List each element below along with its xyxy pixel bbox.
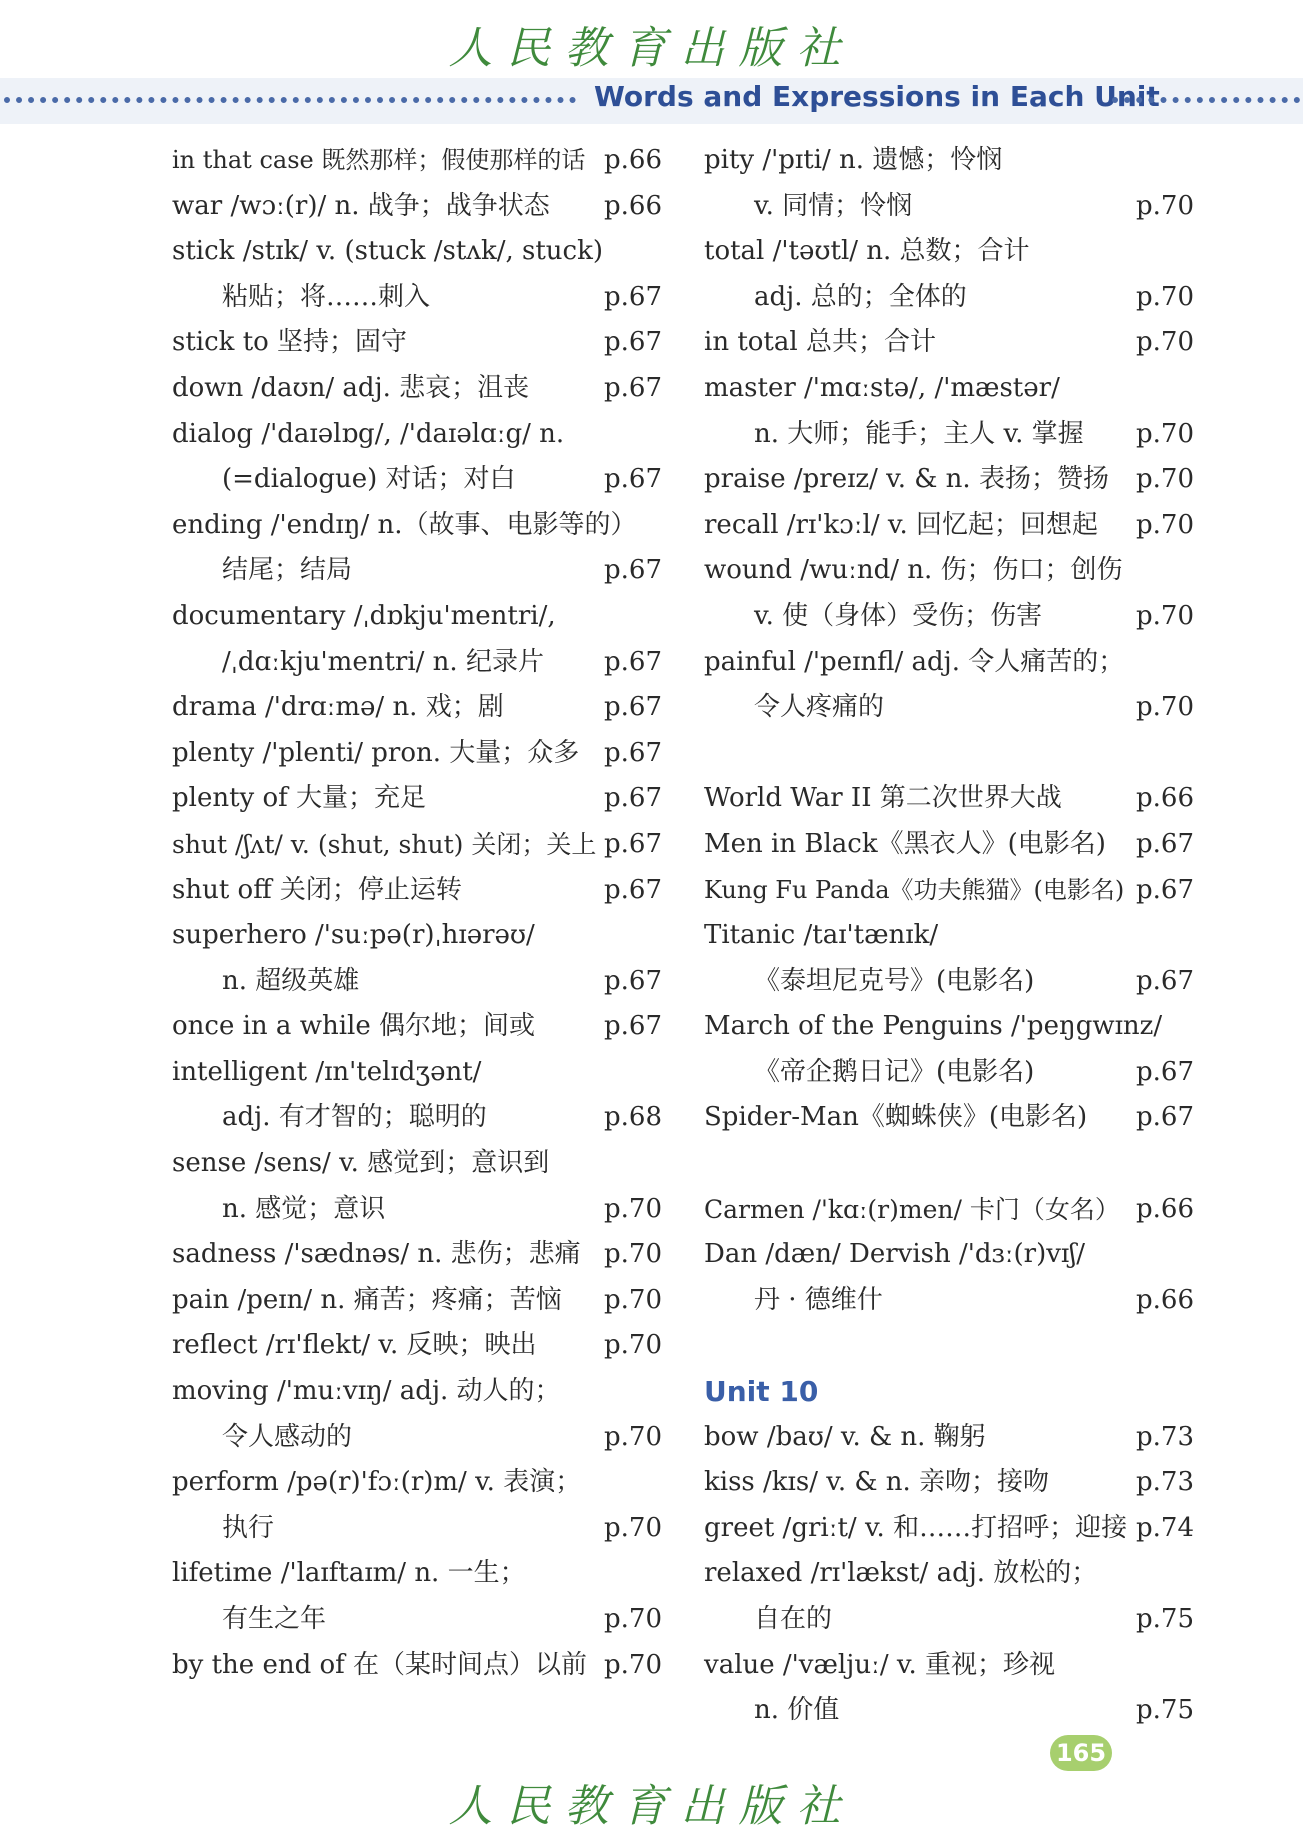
entry-text: Dan /dæn/ Dervish /'dɜː(r)vɪʃ/ bbox=[704, 1239, 1086, 1270]
vocab-entry-continuation bbox=[704, 184, 1194, 230]
entry-page-ref: p.75 bbox=[1136, 1695, 1194, 1726]
left-column bbox=[172, 138, 662, 1688]
entry-page-ref: p.73 bbox=[1136, 1421, 1194, 1452]
entry-page-ref: p.67 bbox=[604, 737, 662, 768]
vocab-entry bbox=[704, 868, 1194, 914]
page-number: 165 bbox=[1050, 1735, 1112, 1771]
entry-page-ref: p.70 bbox=[1136, 281, 1194, 312]
vocab-entry-continuation bbox=[172, 1095, 662, 1141]
entry-text: 执行 bbox=[222, 1512, 275, 1543]
vocab-entry-continuation bbox=[704, 412, 1194, 458]
entry-text: superhero /'suːpə(r)ˌhɪərəʊ/ bbox=[172, 920, 535, 951]
entry-page-ref: p.66 bbox=[1136, 783, 1194, 814]
vocab-entry bbox=[704, 1506, 1194, 1552]
header-dots-right bbox=[1112, 97, 1300, 103]
entry-text: documentary /ˌdɒkju'mentri/, bbox=[172, 600, 556, 631]
entry-text: value /'væljuː/ v. 重视；珍视 bbox=[704, 1649, 1055, 1680]
vocab-entry-continuation bbox=[172, 1187, 662, 1233]
vocab-entry bbox=[704, 1460, 1194, 1506]
vocab-entry-continuation bbox=[704, 685, 1194, 731]
vocab-entry bbox=[172, 1004, 662, 1050]
vocab-entry bbox=[704, 640, 1194, 686]
vocab-entry bbox=[172, 1141, 662, 1187]
entry-page-ref: p.67 bbox=[604, 327, 662, 358]
entry-text: master /'mɑːstə/, /'mæstər/ bbox=[704, 372, 1060, 403]
entry-page-ref: p.67 bbox=[1136, 1056, 1194, 1087]
vocab-entry bbox=[704, 366, 1194, 412]
entry-text: in total 总共；合计 bbox=[704, 327, 936, 358]
vocab-entry bbox=[704, 548, 1194, 594]
vocab-entry bbox=[704, 503, 1194, 549]
vocab-entry bbox=[172, 822, 662, 868]
vocab-entry bbox=[704, 457, 1194, 503]
entry-page-ref: p.70 bbox=[1136, 190, 1194, 221]
vocab-entry bbox=[172, 1232, 662, 1278]
entry-text: reflect /rɪ'flekt/ v. 反映；映出 bbox=[172, 1330, 537, 1361]
entry-text: greet /griːt/ v. 和……打招呼；迎接 bbox=[704, 1512, 1128, 1543]
entry-text: perform /pə(r)'fɔː(r)m/ v. 表演； bbox=[172, 1467, 582, 1498]
entry-text: 令人感动的 bbox=[222, 1421, 353, 1452]
entry-text: lifetime /'laɪftaɪm/ n. 一生； bbox=[172, 1558, 526, 1589]
entry-page-ref: p.66 bbox=[1136, 1284, 1194, 1315]
entry-page-ref: p.70 bbox=[1136, 600, 1194, 631]
vocab-entry bbox=[704, 1004, 1194, 1050]
entry-page-ref: p.67 bbox=[604, 464, 662, 495]
vocab-entry bbox=[704, 229, 1194, 275]
spacer bbox=[704, 1323, 1194, 1369]
entry-text: sadness /'sædnəs/ n. 悲伤；悲痛 bbox=[172, 1239, 581, 1270]
vocab-entry bbox=[172, 594, 662, 640]
vocab-entry-continuation bbox=[704, 1050, 1194, 1096]
vocab-entry-continuation bbox=[172, 1597, 662, 1643]
vocab-entry bbox=[172, 1278, 662, 1324]
entry-text: stick to 坚持；固守 bbox=[172, 327, 408, 358]
entry-page-ref: p.67 bbox=[604, 692, 662, 723]
section-title: Words and Expressions in Each Unit bbox=[594, 80, 1160, 113]
entry-text: 《泰坦尼克号》(电影名) bbox=[754, 965, 1035, 996]
vocab-entry bbox=[704, 1095, 1194, 1141]
entry-text: stick /stɪk/ v. (stuck /stʌk/, stuck) bbox=[172, 236, 604, 267]
entry-text: moving /'muːvɪŋ/ adj. 动人的； bbox=[172, 1376, 561, 1407]
entry-text: n. 感觉；意识 bbox=[222, 1193, 386, 1224]
entry-text: n. 价值 bbox=[754, 1695, 840, 1726]
entry-text: shut /ʃʌt/ v. (shut, shut) 关闭；关上 bbox=[172, 829, 597, 859]
unit-heading: Unit 10 bbox=[704, 1375, 819, 1409]
vocab-entry bbox=[704, 1187, 1194, 1233]
entry-page-ref: p.67 bbox=[604, 555, 662, 586]
entry-text: relaxed /rɪ'lækst/ adj. 放松的； bbox=[704, 1558, 1098, 1589]
vocab-entry bbox=[172, 776, 662, 822]
entry-text: by the end of 在（某时间点）以前 bbox=[172, 1649, 588, 1680]
entry-page-ref: p.70 bbox=[604, 1512, 662, 1543]
vocab-entry bbox=[172, 1551, 662, 1597]
entry-page-ref: p.73 bbox=[1136, 1467, 1194, 1498]
entry-text: Titanic /taɪ'tænɪk/ bbox=[704, 920, 939, 951]
entry-text: in that case 既然那样；假使那样的话 bbox=[172, 146, 586, 174]
vocab-entry-continuation bbox=[704, 1278, 1194, 1324]
vocab-entry bbox=[172, 503, 662, 549]
publisher-logo-top: 人民教育出版社 bbox=[448, 23, 855, 74]
vocab-entry bbox=[172, 412, 662, 458]
entry-text: dialog /'daɪəlɒg/, /'daɪəlɑːg/ n. bbox=[172, 418, 565, 449]
entry-text: plenty /'plenti/ pron. 大量；众多 bbox=[172, 737, 580, 768]
vocab-entry bbox=[172, 685, 662, 731]
vocab-entry bbox=[172, 913, 662, 959]
vocab-entry bbox=[172, 1369, 662, 1415]
vocab-entry-continuation bbox=[172, 640, 662, 686]
spacer bbox=[704, 731, 1194, 777]
vocab-entry-continuation bbox=[704, 275, 1194, 321]
entry-text: down /daʊn/ adj. 悲哀；沮丧 bbox=[172, 372, 530, 403]
entry-page-ref: p.67 bbox=[604, 965, 662, 996]
entry-text: World War II 第二次世界大战 bbox=[704, 783, 1062, 814]
entry-text: 自在的 bbox=[754, 1604, 833, 1634]
entry-text: 结尾；结局 bbox=[222, 555, 353, 586]
vocab-entry-continuation bbox=[704, 959, 1194, 1005]
entry-page-ref: p.74 bbox=[1136, 1512, 1194, 1543]
entry-text: 粘贴；将……刺入 bbox=[222, 281, 431, 312]
entry-page-ref: p.70 bbox=[604, 1604, 662, 1634]
entry-text: adj. 总的；全体的 bbox=[754, 281, 967, 312]
entry-page-ref: p.70 bbox=[1136, 327, 1194, 358]
vocab-entry bbox=[704, 320, 1194, 366]
vocab-entry bbox=[172, 1643, 662, 1689]
vocab-entry bbox=[704, 1232, 1194, 1278]
entry-text: intelligent /ɪn'telɪdʒənt/ bbox=[172, 1056, 482, 1087]
entry-page-ref: p.70 bbox=[1136, 692, 1194, 723]
entry-text: sense /sens/ v. 感觉到；意识到 bbox=[172, 1148, 550, 1179]
entry-page-ref: p.70 bbox=[1136, 464, 1194, 495]
vocab-entry bbox=[172, 1460, 662, 1506]
entry-text: 丹 · 德维什 bbox=[754, 1284, 883, 1315]
entry-page-ref: p.67 bbox=[1136, 965, 1194, 996]
entry-page-ref: p.67 bbox=[604, 1011, 662, 1042]
entry-text: 令人疼痛的 bbox=[754, 692, 885, 723]
vocab-entry-continuation bbox=[172, 548, 662, 594]
entry-page-ref: p.66 bbox=[604, 190, 662, 221]
vocab-entry bbox=[172, 229, 662, 275]
vocab-entry bbox=[172, 366, 662, 412]
entry-page-ref: p.67 bbox=[604, 828, 662, 859]
entry-text: adj. 有才智的；聪明的 bbox=[222, 1102, 487, 1133]
vocab-entry-continuation bbox=[172, 1506, 662, 1552]
entry-text: Kung Fu Panda《功夫熊猫》(电影名) bbox=[704, 875, 1125, 904]
entry-text: (=dialogue) 对话；对白 bbox=[222, 464, 516, 495]
entry-text: n. 大师；能手；主人 v. 掌握 bbox=[754, 418, 1084, 449]
entry-page-ref: p.66 bbox=[1136, 1193, 1194, 1224]
vocab-entry bbox=[172, 731, 662, 777]
entry-text: war /wɔː(r)/ n. 战争；战争状态 bbox=[172, 190, 550, 221]
vocab-entry bbox=[172, 1050, 662, 1096]
entry-page-ref: p.70 bbox=[604, 1649, 662, 1680]
header-dots-left bbox=[4, 97, 576, 103]
entry-text: kiss /kɪs/ v. & n. 亲吻；接吻 bbox=[704, 1467, 1050, 1498]
entry-text: /ˌdɑːkju'mentri/ n. 纪录片 bbox=[222, 646, 544, 677]
entry-text: Spider-Man《蜘蛛侠》(电影名) bbox=[704, 1102, 1088, 1133]
entry-text: pity /'pɪti/ n. 遗憾；怜悯 bbox=[704, 145, 1003, 175]
vocab-entry bbox=[172, 184, 662, 230]
entry-page-ref: p.70 bbox=[604, 1239, 662, 1270]
entry-page-ref: p.67 bbox=[1136, 874, 1194, 905]
entry-page-ref: p.67 bbox=[604, 281, 662, 312]
right-column bbox=[704, 138, 1194, 1734]
entry-text: plenty of 大量；充足 bbox=[172, 783, 427, 814]
vocab-entry bbox=[704, 1551, 1194, 1597]
publisher-logo-bottom: 人民教育出版社 bbox=[448, 1781, 855, 1832]
vocab-entry bbox=[172, 868, 662, 914]
vocab-entry bbox=[704, 138, 1194, 184]
entry-page-ref: p.68 bbox=[604, 1102, 662, 1133]
vocab-entry-continuation bbox=[172, 1415, 662, 1461]
entry-text: n. 超级英雄 bbox=[222, 965, 360, 996]
entry-text: 《帝企鹅日记》(电影名) bbox=[754, 1056, 1035, 1087]
entry-text: v. 同情；怜悯 bbox=[754, 190, 913, 221]
vocab-entry bbox=[172, 138, 662, 184]
entry-page-ref: p.66 bbox=[604, 145, 662, 175]
vocab-entry bbox=[704, 913, 1194, 959]
vocab-entry bbox=[704, 1415, 1194, 1461]
entry-text: March of the Penguins /'peŋgwɪnz/ bbox=[704, 1011, 1163, 1042]
vocab-entry-continuation bbox=[704, 1597, 1194, 1643]
entry-text: painful /'peɪnfl/ adj. 令人痛苦的； bbox=[704, 646, 1125, 677]
entry-page-ref: p.70 bbox=[1136, 509, 1194, 540]
entry-page-ref: p.67 bbox=[604, 874, 662, 905]
entry-page-ref: p.70 bbox=[1136, 418, 1194, 449]
entry-text: bow /baʊ/ v. & n. 鞠躬 bbox=[704, 1421, 986, 1452]
entry-text: shut off 关闭；停止运转 bbox=[172, 874, 462, 905]
entry-text: ending /'endɪŋ/ n.（故事、电影等的） bbox=[172, 509, 637, 540]
entry-text: recall /rɪ'kɔːl/ v. 回忆起；回想起 bbox=[704, 509, 1098, 540]
entry-text: Men in Black《黑衣人》(电影名) bbox=[704, 828, 1106, 859]
entry-page-ref: p.70 bbox=[604, 1193, 662, 1224]
entry-text: v. 使（身体）受伤；伤害 bbox=[754, 600, 1043, 631]
entry-page-ref: p.67 bbox=[604, 646, 662, 677]
vocab-entry bbox=[704, 822, 1194, 868]
vocab-entry-continuation bbox=[704, 594, 1194, 640]
entry-page-ref: p.67 bbox=[1136, 828, 1194, 859]
entry-text: pain /peɪn/ n. 痛苦；疼痛；苦恼 bbox=[172, 1284, 562, 1315]
entry-text: once in a while 偶尔地；间或 bbox=[172, 1011, 535, 1042]
vocab-entry-continuation bbox=[704, 1688, 1194, 1734]
entry-text: total /'təʊtl/ n. 总数；合计 bbox=[704, 236, 1030, 267]
entry-page-ref: p.67 bbox=[604, 783, 662, 814]
entry-page-ref: p.70 bbox=[604, 1330, 662, 1361]
entry-text: praise /preɪz/ v. & n. 表扬；赞扬 bbox=[704, 464, 1109, 495]
vocab-entry-continuation bbox=[172, 275, 662, 321]
entry-text: 有生之年 bbox=[222, 1604, 327, 1634]
entry-page-ref: p.67 bbox=[1136, 1102, 1194, 1133]
vocab-entry-continuation bbox=[172, 457, 662, 503]
entry-page-ref: p.67 bbox=[604, 372, 662, 403]
entry-page-ref: p.70 bbox=[604, 1284, 662, 1315]
entry-text: drama /'drɑːmə/ n. 戏；剧 bbox=[172, 692, 504, 723]
entry-page-ref: p.70 bbox=[604, 1421, 662, 1452]
vocab-entry bbox=[704, 1643, 1194, 1689]
entry-text: Carmen /'kɑː(r)men/ 卡门（女名） bbox=[704, 1194, 1120, 1224]
vocab-entry bbox=[172, 1323, 662, 1369]
spacer bbox=[704, 1141, 1194, 1187]
vocab-entry bbox=[704, 776, 1194, 822]
vocab-entry bbox=[172, 320, 662, 366]
entry-text: wound /wuːnd/ n. 伤；伤口；创伤 bbox=[704, 555, 1123, 586]
vocab-entry-continuation bbox=[172, 959, 662, 1005]
entry-page-ref: p.75 bbox=[1136, 1604, 1194, 1634]
